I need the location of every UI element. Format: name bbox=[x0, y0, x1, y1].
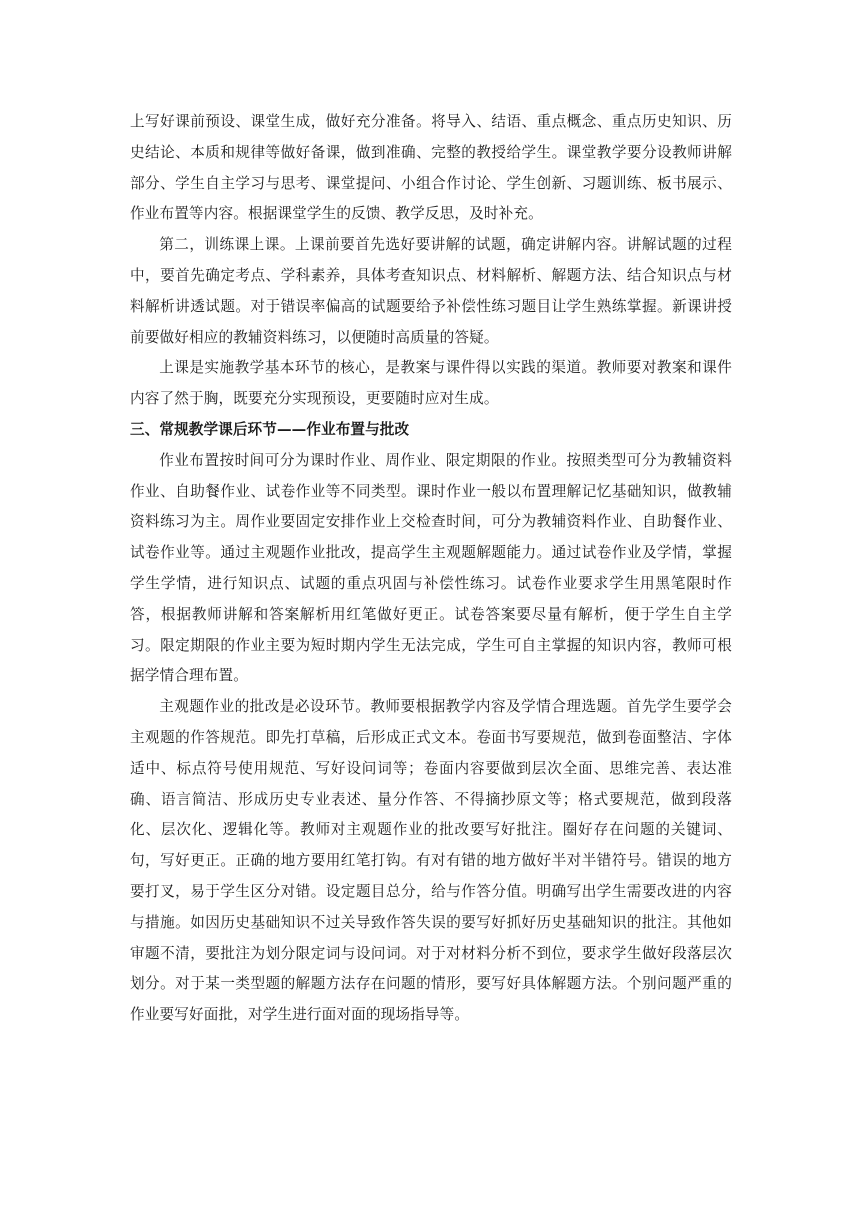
paragraph-lesson-preparation: 上写好课前预设、课堂生成，做好充分准备。将导入、结语、重点概念、重点历史知识、历史结论、本质和规律等做好备课，做到准确、完整的教授给学生。课堂教学要分设教师讲解部分、学生自主学习与思考、课堂提问、小组合作讨论、学生创新、习题训练、板书展示、作业布置等内容。根据课堂学生的反馈、教学反思，及时补充。 bbox=[130, 113, 732, 223]
paragraph-exercise-class: 第二，训练课上课。上课前要首先选好要讲解的试题，确定讲解内容。讲解试题的过程中，要首先确定考点、学科素养，具体考查知识点、材料解析、解题方法、结合知识点与材料解析讲透试题。对于错误率偏高的试题要给予补偿性练习题目让学生熟练掌握。新课讲授前要做好相应的教辅资料练习，以便随时高质量的答疑。 bbox=[130, 236, 732, 346]
paragraph-class-core: 上课是实施教学基本环节的核心，是教案与课件得以实践的渠道。教师要对教案和课件内容了然于胸，既要充分实现预设，更要随时应对生成。 bbox=[130, 359, 732, 408]
paragraph-homework-grading: 主观题作业的批改是必设环节。教师要根据教学内容及学情合理选题。首先学生要学会主观题的作答规范。即先打草稿，后形成正式文本。卷面书写要规范，做到卷面整洁、字体适中、标点符号使用规范、写好设问词等；卷面内容要做到层次全面、思维完善、表达准确、语言简洁、形成历史专业表述、量分作答、不得摘抄原文等；格式要规范，做到段落化、层次化、逻辑化等。教师对主观题作业的批改要写好批注。圈好存在问题的关键词、句，写好更正。正确的地方要用红笔打钩。有对有错的地方做好半对半错符号。错误的地方要打叉，易于学生区分对错。设定题目总分，给与作答分值。明确写出学生需要改进的内容与措施。如因历史基础知识不过关导致作答失误的要写好抓好历史基础知识的批注。其他如审题不清，要批注为划分限定词与设问词。对于对材料分析不到位，要求学生做好段落层次划分。对于某一类型题的解题方法存在问题的情形，要写好具体解题方法。个别问题严重的作业要写好面批，对学生进行面对面的现场指导等。 bbox=[130, 698, 732, 1024]
document-page bbox=[130, 107, 732, 1031]
section-heading: 三、常规教学课后环节——作业布置与批改 bbox=[130, 420, 410, 438]
paragraph-homework-assignment: 作业布置按时间可分为课时作业、周作业、限定期限的作业。按照类型可分为教辅资料作业、自助餐作业、试卷作业等不同类型。课时作业一般以布置理解记忆基础知识，做教辅资料练习为主。周作业要固定安排作业上交检查时间，可分为教辅资料作业、自助餐作业、试卷作业等。通过主观题作业批改，提高学生主观题解题能力。通过试卷作业及学情，掌握学生学情，进行知识点、试题的重点巩固与补偿性练习。试卷作业要求学生用黑笔限时作答，根据教师讲解和答案解析用红笔做好更正。试卷答案要尽量有解析，便于学生自主学习。限定期限的作业主要为短时期内学生无法完成，学生可自主掌握的知识内容，教师可根据学情合理布置。 bbox=[130, 451, 732, 685]
